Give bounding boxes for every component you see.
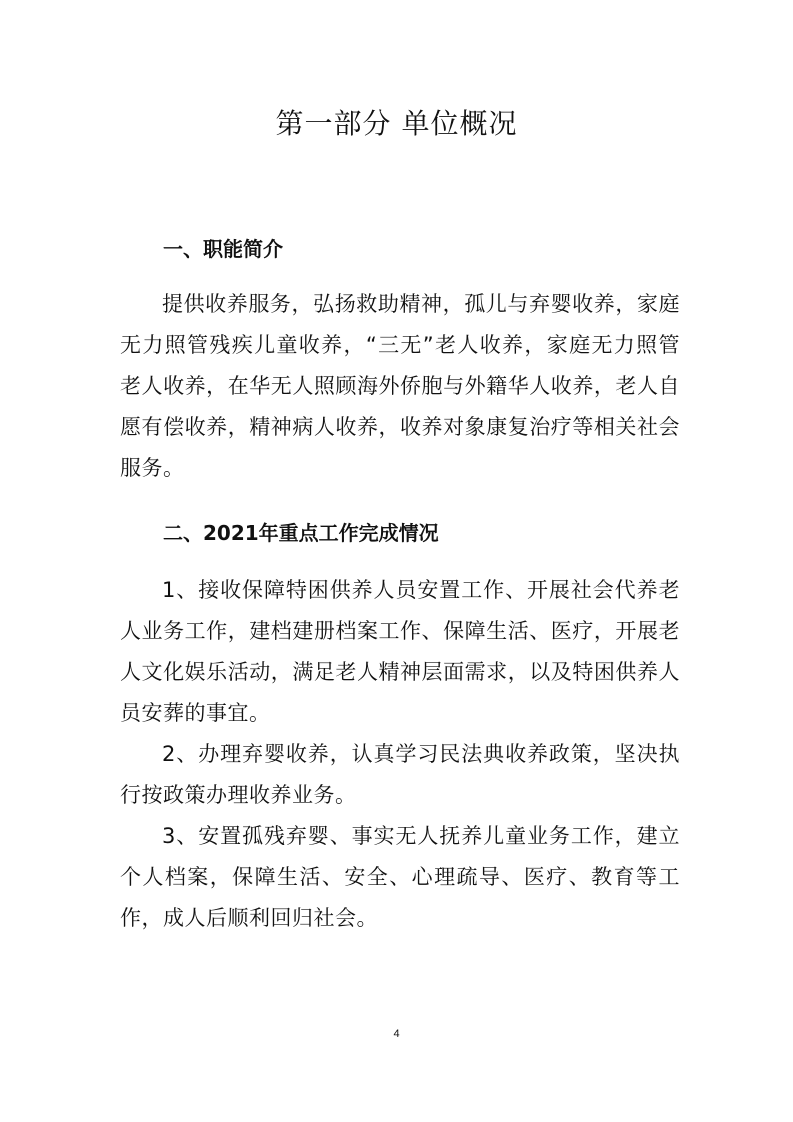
section-heading-functions: 一、职能简介 [163, 237, 283, 261]
paragraph-key-work-1: 1、接收保障特困供养人员安置工作、开展社会代养老人业务工作，建档建册档案工作、保障生活、医疗，开展老人文化娱乐活动，满足老人精神层面需求，以及特困供养人员安葬的事宜。 [120, 578, 680, 725]
section-heading-key-work: 二、2021年重点工作完成情况 [163, 521, 439, 545]
paragraph-functions: 提供收养服务，弘扬救助精神，孤儿与弃婴收养，家庭无力照管残疾儿童收养，“三无”老人收养，家庭无力照管老人收养，在华无人照顾海外侨胞与外籍华人收养，老人自愿有偿收养，精神病人收养，收养对象康复治疗等相关社会服务。 [120, 292, 680, 480]
paragraph-key-work-2: 2、办理弃婴收养，认真学习民法典收养政策，坚决执行按政策办理收养业务。 [120, 742, 680, 807]
page-title: 第一部分 单位概况 [275, 107, 518, 140]
paragraph-key-work-3: 3、安置孤残弃婴、事实无人抚养儿童业务工作，建立个人档案，保障生活、安全、心理疏导、医疗、教育等工作，成人后顺利回归社会。 [120, 824, 680, 930]
page-number: 4 [393, 1028, 400, 1040]
